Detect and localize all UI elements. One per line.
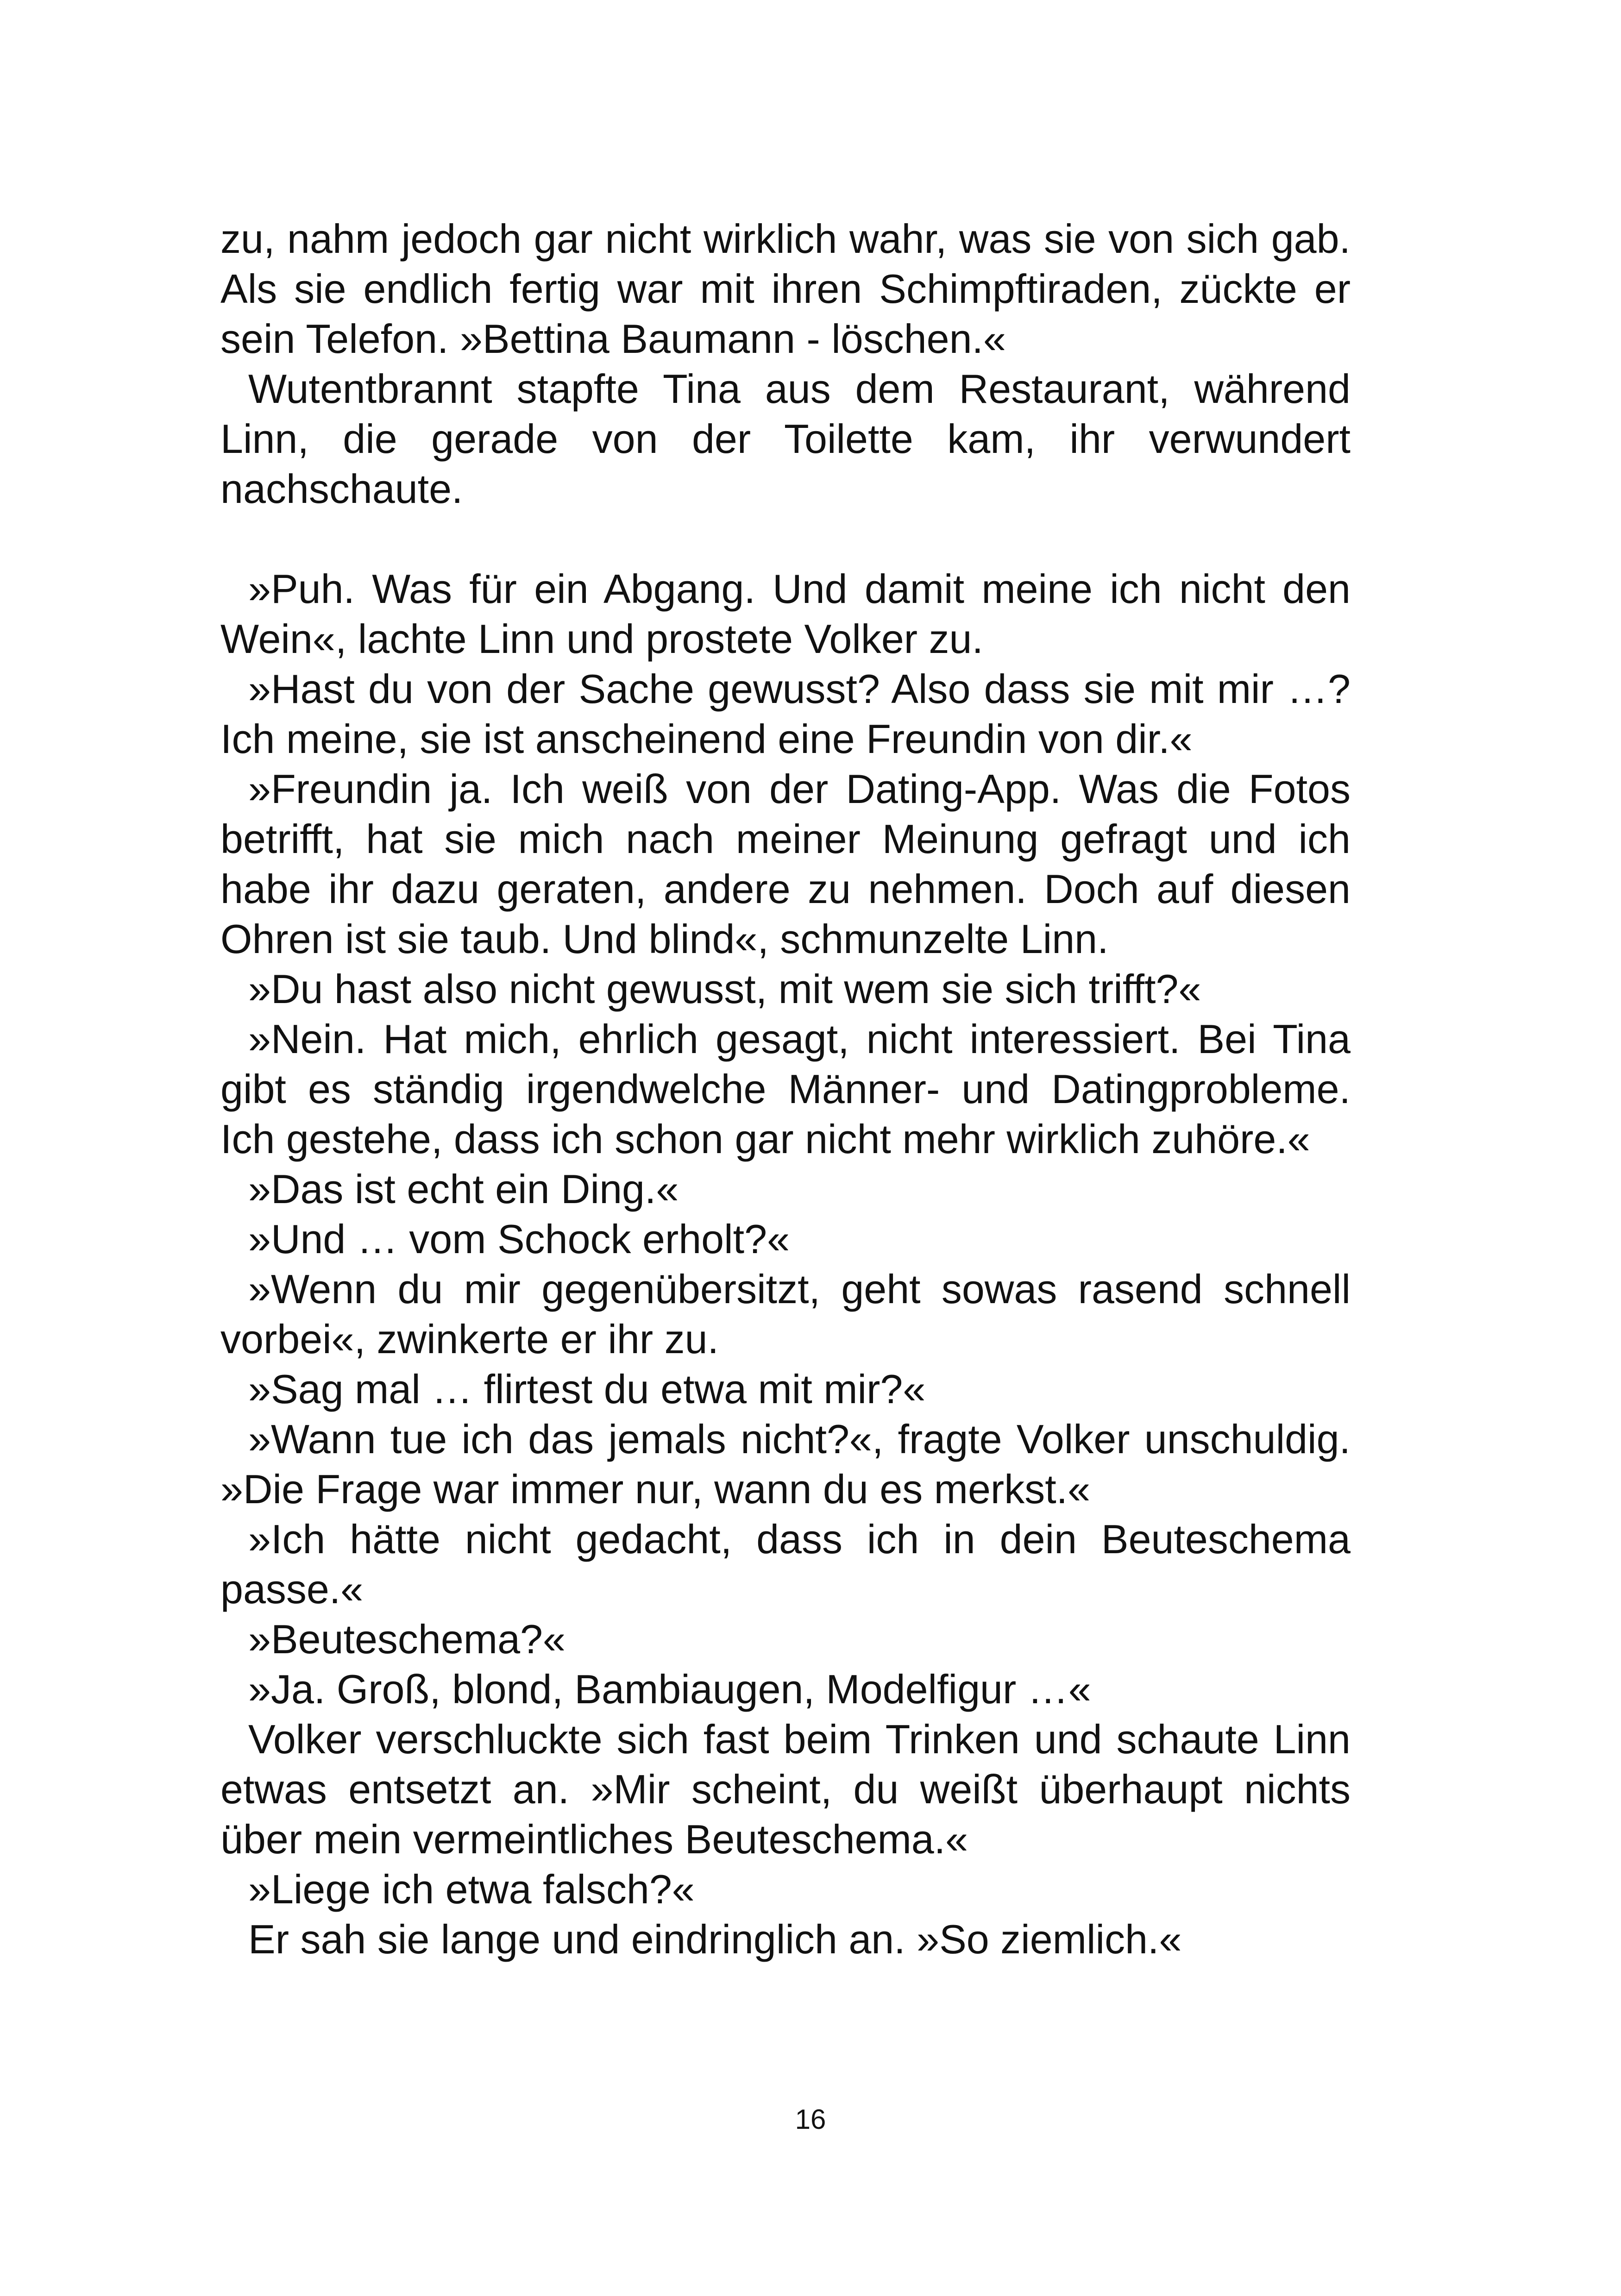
section-break (220, 514, 1351, 564)
paragraph: Er sah sie lange und eindringlich an. »So ziemlich.« (248, 1916, 1182, 1962)
paragraph: »Ich hätte nicht gedacht, dass ich in dein Beuteschema passe.« (220, 1516, 1351, 1612)
paragraph: Wutentbrannt stapfte Tina aus dem Restaurant, während Linn, die gerade von der Toilette kam, ihr verwundert nachschaute. (220, 366, 1351, 512)
paragraph: »Puh. Was für ein Abgang. Und damit meine ich nicht den Wein«, lachte Linn und prostete Volker zu. (220, 566, 1351, 662)
paragraph: Volker verschluckte sich fast beim Trinken und schaute Linn etwas entsetzt an. »Mir scheint, du weißt überhaupt nichts über mein vermeintliches Beuteschema.« (220, 1716, 1351, 1862)
paragraph: »Nein. Hat mich, ehrlich gesagt, nicht interessiert. Bei Tina gibt es ständig irgendwelche Männer- und Datingprobleme. Ich gestehe, dass ich schon gar nicht mehr wirklich zuhöre.« (220, 1016, 1351, 1162)
paragraph: »Liege ich etwa falsch?« (248, 1866, 695, 1912)
body-text (220, 214, 1351, 1964)
paragraph: »Freundin ja. Ich weiß von der Dating-App. Was die Fotos betrifft, hat sie mich nach meiner Meinung gefragt und ich habe ihr dazu geraten, andere zu nehmen. Doch auf diesen Ohren ist sie taub. Und blind«, schmunzelte Linn. (220, 766, 1351, 962)
paragraph: »Das ist echt ein Ding.« (248, 1166, 679, 1212)
paragraph: »Beuteschema?« (248, 1616, 565, 1662)
paragraph: »Wenn du mir gegenübersitzt, geht sowas rasend schnell vorbei«, zwinkerte er ihr zu. (220, 1266, 1351, 1362)
paragraph: »Ja. Groß, blond, Bambiaugen, Modelfigur …« (248, 1666, 1091, 1712)
paragraph: »Sag mal … flirtest du etwa mit mir?« (248, 1366, 926, 1412)
paragraph: »Wann tue ich das jemals nicht?«, fragte Volker unschuldig. »Die Frage war immer nur, wann du es merkst.« (220, 1416, 1351, 1512)
paragraph: »Du hast also nicht gewusst, mit wem sie sich trifft?« (248, 966, 1201, 1012)
paragraph: »Hast du von der Sache gewusst? Also dass sie mit mir …? Ich meine, sie ist anscheinend eine Freundin von dir.« (220, 666, 1351, 762)
page-number: 16 (795, 2104, 826, 2135)
paragraph: zu, nahm jedoch gar nicht wirklich wahr, was sie von sich gab. Als sie endlich fertig war mit ihren Schimpftiraden, zückte er sein Telefon. »Bettina Baumann - löschen.« (220, 216, 1351, 362)
paragraph: »Und … vom Schock erholt?« (248, 1216, 790, 1262)
